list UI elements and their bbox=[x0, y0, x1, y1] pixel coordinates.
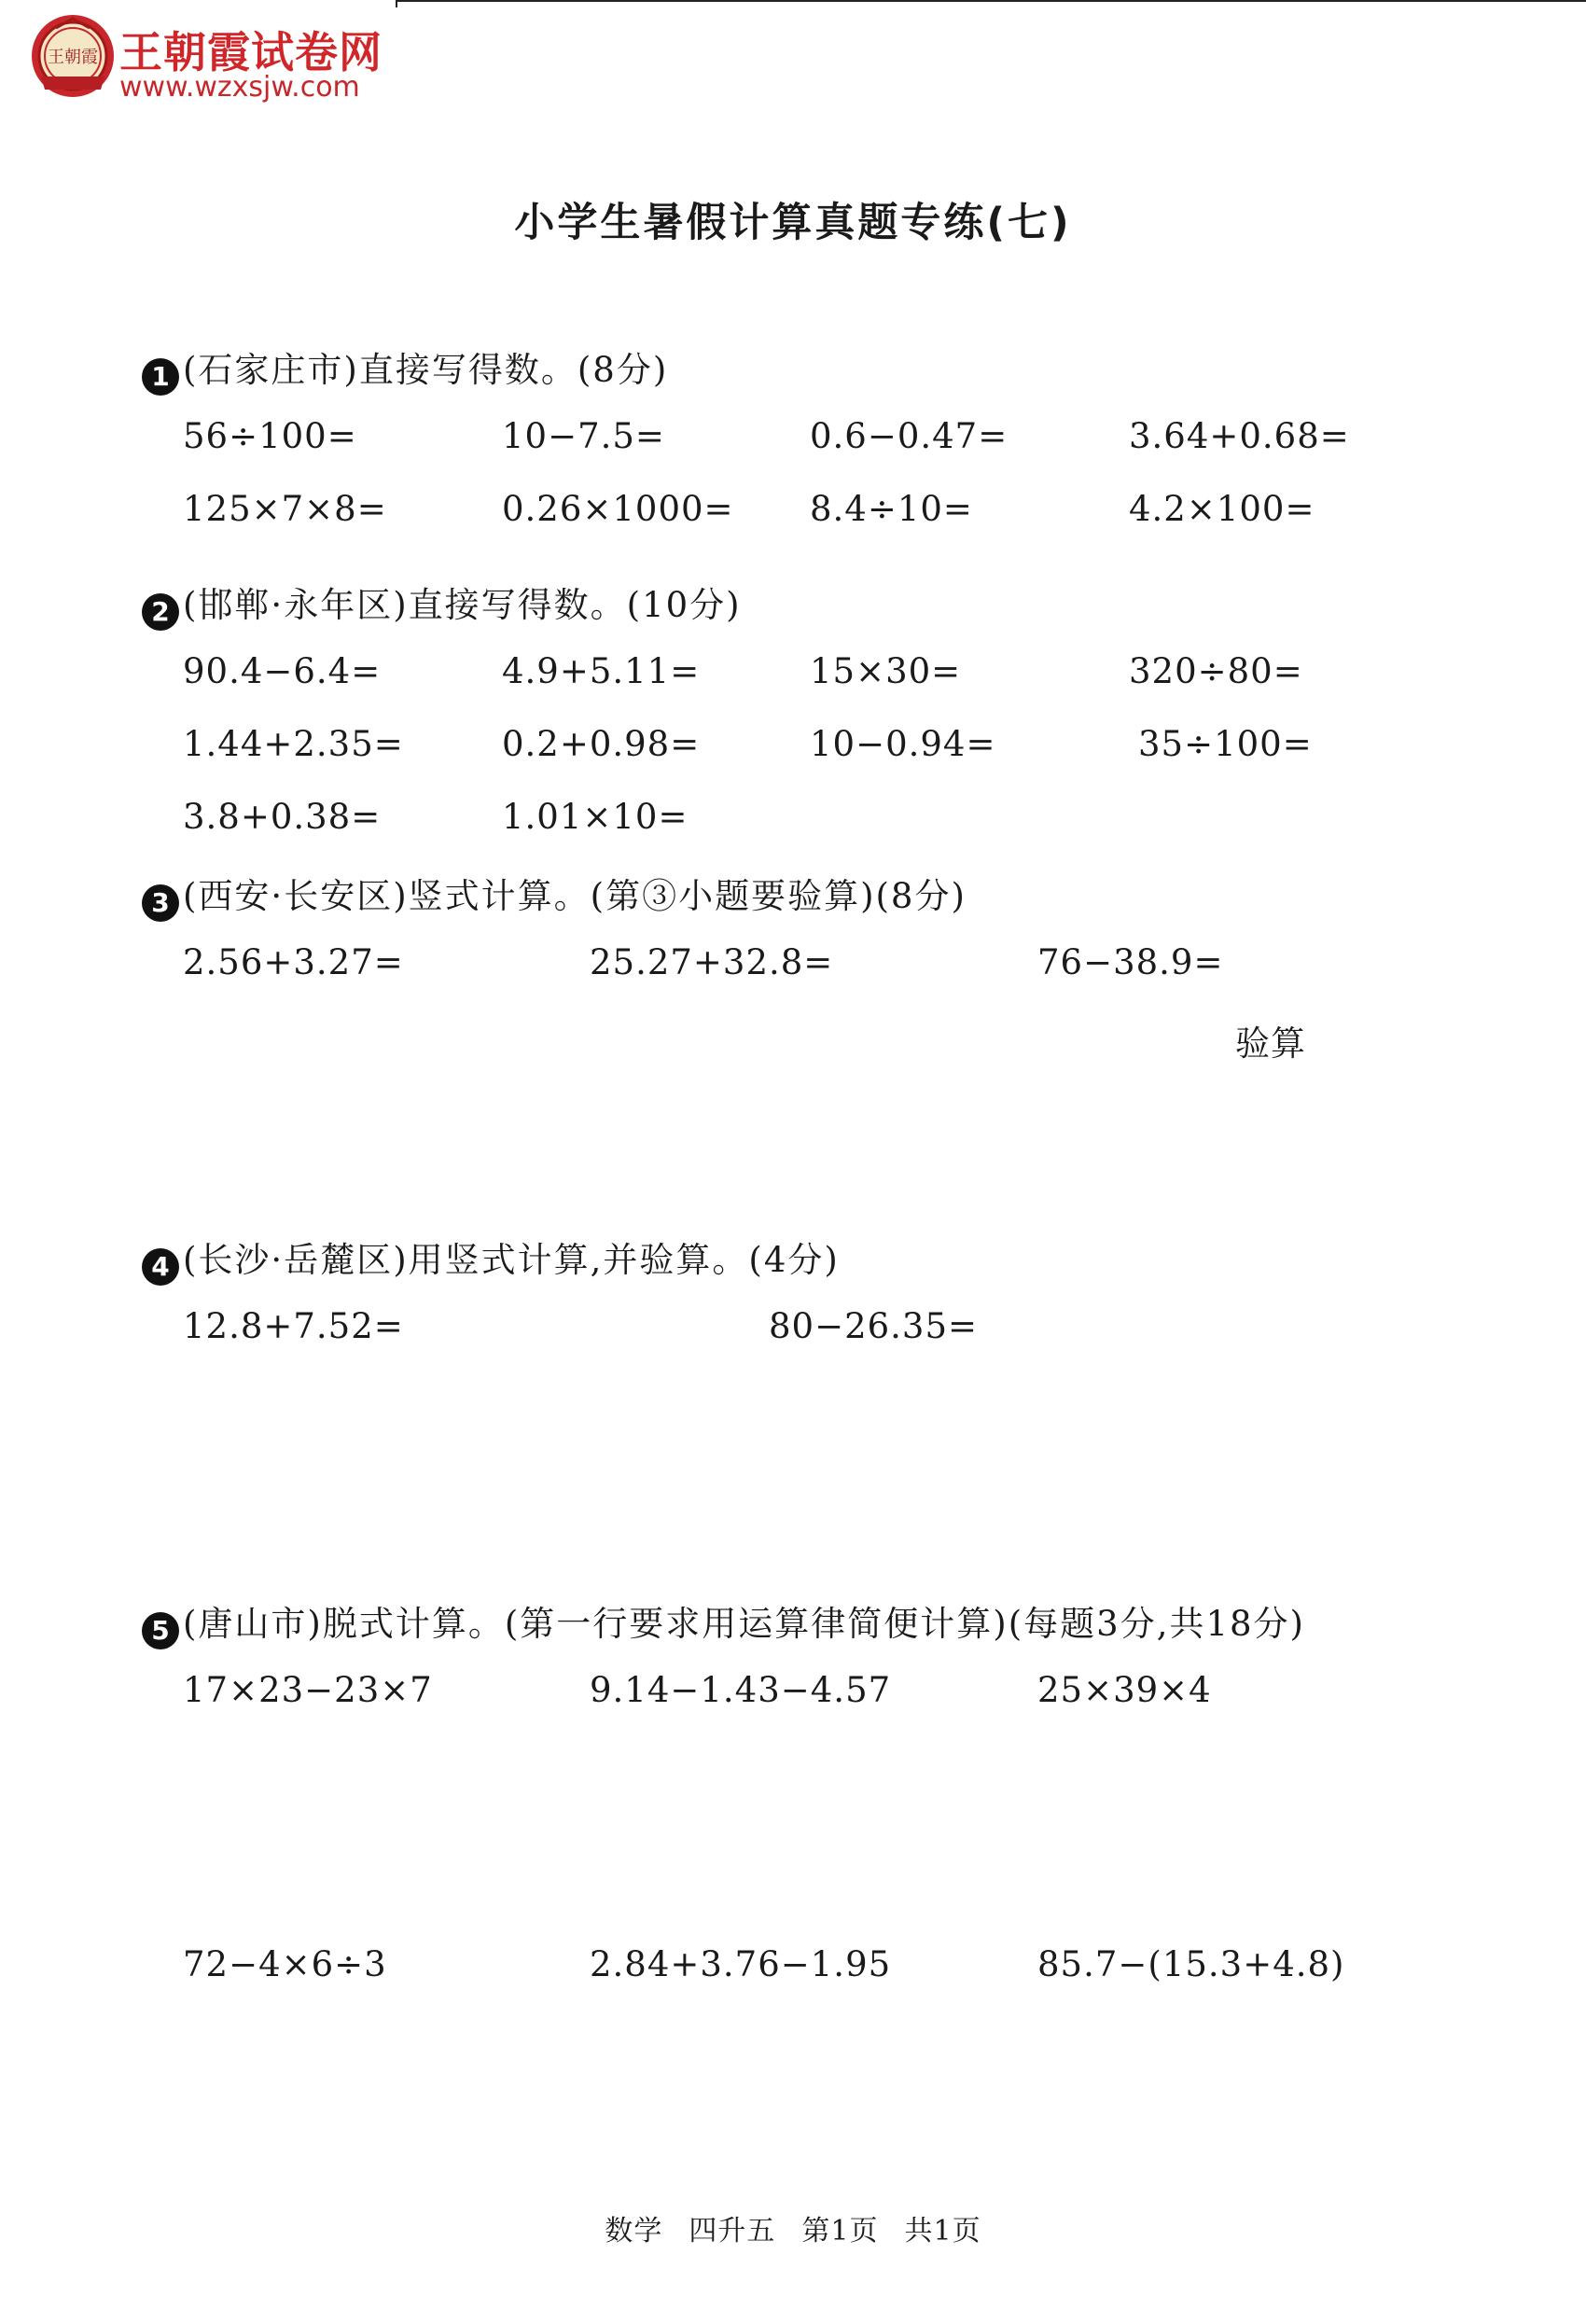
exercise-item: 12.8+7.52= bbox=[183, 1306, 404, 1346]
question-heading-text: (邯郸·永年区)直接写得数。(10分) bbox=[183, 585, 742, 625]
exercise-item: 125×7×8= bbox=[183, 489, 387, 529]
exercise-item: 2.56+3.27= bbox=[183, 942, 404, 982]
exercise-item: 10−7.5= bbox=[502, 416, 665, 456]
footer-subject: 数学 bbox=[605, 2215, 663, 2247]
exercise-item: 4.9+5.11= bbox=[502, 651, 701, 691]
question-heading-text: (长沙·岳麓区)用竖式计算,并验算。(4分) bbox=[183, 1240, 840, 1280]
exercise-item: 9.14−1.43−4.57 bbox=[590, 1670, 892, 1710]
seal-text: 王朝霞 bbox=[48, 48, 98, 67]
exercise-item: 2.84+3.76−1.95 bbox=[590, 1944, 892, 1984]
exercise-item: 0.6−0.47= bbox=[810, 416, 1009, 456]
exercise-item: 3.8+0.38= bbox=[183, 797, 382, 837]
question-1-heading bbox=[142, 341, 668, 396]
question-number-badge: 4 bbox=[142, 1248, 179, 1286]
site-logo bbox=[28, 11, 420, 104]
exercise-item: 25×39×4 bbox=[1037, 1670, 1212, 1710]
question-number-badge: 5 bbox=[142, 1612, 179, 1649]
question-heading-text: (西安·长安区)竖式计算。(第③小题要验算)(8分) bbox=[183, 876, 967, 916]
footer-grade: 四升五 bbox=[689, 2215, 776, 2247]
question-5-heading bbox=[142, 1595, 1305, 1649]
question-number-badge: 1 bbox=[142, 358, 179, 396]
exercise-item: 10−0.94= bbox=[810, 724, 996, 764]
brand-url: www.wzxsjw.com bbox=[119, 71, 360, 104]
exercise-item: 0.2+0.98= bbox=[502, 724, 701, 764]
exercise-item: 56÷100= bbox=[183, 416, 357, 456]
page-title: 小学生暑假计算真题专练(七) bbox=[514, 200, 1072, 246]
exercise-item: 80−26.35= bbox=[769, 1306, 979, 1346]
question-heading-text: (石家庄市)直接写得数。(8分) bbox=[183, 350, 669, 390]
exercise-item: 85.7−(15.3+4.8) bbox=[1037, 1944, 1345, 1984]
exercise-item: 8.4÷10= bbox=[810, 489, 973, 529]
question-4-heading bbox=[142, 1232, 840, 1286]
question-heading-text: (唐山市)脱式计算。(第一行要求用运算律简便计算)(每题3分,共18分) bbox=[183, 1604, 1305, 1644]
footer-page: 第1页 bbox=[801, 2215, 879, 2247]
question-3-heading bbox=[142, 868, 967, 922]
exercise-item: 3.64+0.68= bbox=[1129, 416, 1350, 456]
exercise-item: 35÷100= bbox=[1138, 724, 1313, 764]
exercise-item: 25.27+32.8= bbox=[590, 942, 834, 982]
exercise-item: 72−4×6÷3 bbox=[183, 1944, 387, 1984]
exercise-item: 320÷80= bbox=[1129, 651, 1303, 691]
exercise-item: 17×23−23×7 bbox=[183, 1670, 433, 1710]
question-2-heading bbox=[142, 577, 742, 631]
top-border-line bbox=[396, 0, 1586, 2]
exercise-item: 15×30= bbox=[810, 651, 962, 691]
check-label: 验算 bbox=[1235, 1023, 1306, 1064]
exercise-item: 76−38.9= bbox=[1037, 942, 1224, 982]
exercise-item: 0.26×1000= bbox=[502, 489, 734, 529]
footer-total: 共1页 bbox=[904, 2215, 981, 2247]
exercise-item: 4.2×100= bbox=[1129, 489, 1315, 529]
brand-name: 王朝霞试卷网 bbox=[119, 27, 383, 77]
seal-icon bbox=[28, 11, 118, 101]
page-footer bbox=[0, 2207, 1586, 2248]
exercise-item: 90.4−6.4= bbox=[183, 651, 382, 691]
question-number-badge: 2 bbox=[142, 593, 179, 631]
exercise-item: 1.01×10= bbox=[502, 797, 689, 837]
exercise-item: 1.44+2.35= bbox=[183, 724, 404, 764]
top-border-tick bbox=[396, 0, 397, 7]
question-number-badge: 3 bbox=[142, 884, 179, 922]
